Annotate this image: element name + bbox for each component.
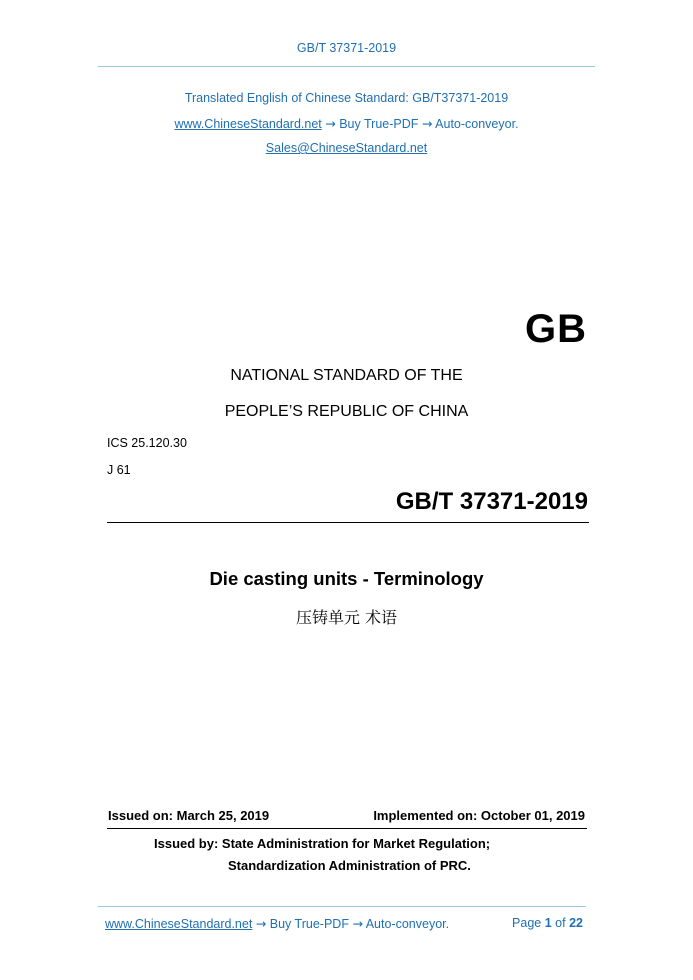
footer-site-link[interactable]: www.ChineseStandard.net bbox=[105, 917, 253, 931]
footer-purchase-line bbox=[105, 916, 449, 931]
standard-number: GB/T 37371-2019 bbox=[395, 488, 588, 515]
footer-divider bbox=[98, 906, 586, 907]
gb-mark: GB bbox=[525, 307, 587, 351]
running-header: GB/T 37371-2019 bbox=[296, 41, 397, 55]
arrow-right-icon: → bbox=[325, 116, 336, 131]
english-title: Die casting units - Terminology bbox=[209, 568, 484, 589]
site-link[interactable]: www.ChineseStandard.net bbox=[174, 117, 322, 131]
issuer-line-2: Standardization Administration of PRC. bbox=[228, 858, 471, 873]
page-total: 22 bbox=[569, 916, 583, 930]
auto-conveyor-text: Auto-conveyor. bbox=[435, 117, 519, 131]
authority-line-1: NATIONAL STANDARD OF THE bbox=[230, 367, 463, 384]
page-label: Page bbox=[512, 916, 542, 930]
of-label: of bbox=[555, 916, 566, 930]
arrow-right-icon: → bbox=[421, 116, 433, 131]
ics-code: ICS 25.120.30 bbox=[107, 436, 187, 450]
buy-pdf-text: Buy True-PDF bbox=[339, 117, 419, 131]
purchase-line bbox=[0, 116, 693, 131]
arrow-right-icon: → bbox=[352, 916, 363, 931]
implemented-date: Implemented on: October 01, 2019 bbox=[373, 808, 585, 823]
issuer-line-1: Issued by: State Administration for Market Regulation; bbox=[154, 836, 491, 851]
issued-date: Issued on: March 25, 2019 bbox=[108, 808, 270, 823]
arrow-right-icon: → bbox=[255, 916, 267, 931]
translation-notice: Translated English of Chinese Standard: GB/T37371-2019 bbox=[184, 91, 509, 105]
footer-buy-pdf-text: Buy True-PDF bbox=[269, 917, 349, 931]
page-number: 1 bbox=[544, 916, 552, 930]
ccs-code: J 61 bbox=[107, 463, 131, 477]
authority-line-2: PEOPLE’S REPUBLIC OF CHINA bbox=[224, 403, 469, 420]
footer-auto-conveyor-text: Auto-conveyor. bbox=[365, 917, 450, 931]
email-line bbox=[0, 141, 693, 155]
email-link[interactable]: Sales@ChineseStandard.net bbox=[265, 141, 428, 155]
page-indicator bbox=[512, 916, 583, 930]
dates-rule bbox=[107, 828, 587, 829]
header-divider bbox=[98, 66, 595, 67]
title-rule bbox=[107, 522, 589, 523]
chinese-title: 压铸单元 术语 bbox=[295, 608, 398, 627]
